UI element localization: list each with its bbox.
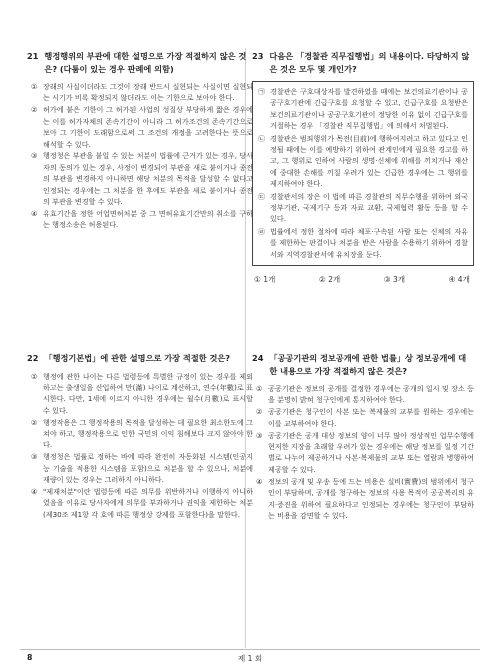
choice-marker: ④ (31, 208, 38, 218)
choice-3[interactable] (31, 150, 253, 207)
question-stem (27, 352, 253, 365)
answer-1[interactable]: ① 1개 (254, 275, 276, 285)
choice-3[interactable] (31, 451, 253, 485)
choice-marker: ① (31, 82, 38, 91)
question-stem (27, 50, 253, 75)
choice-marker: ③ (256, 430, 263, 440)
choice-2[interactable] (31, 104, 253, 150)
choice-text: 공공기관은 정보의 공개를 결정한 경우에는 공개의 일시 및 장소 등을 분명히 밝혀 청구인에게 통지하여야 한다. (268, 384, 474, 405)
answer-2[interactable]: ② 2개 (318, 275, 341, 285)
choice-marker: ④ (256, 476, 263, 486)
choice-marker: ③ (31, 151, 38, 161)
choice-marker: ② (31, 105, 38, 115)
statement-marker: ㉠ (258, 87, 266, 96)
footer-rule (20, 649, 480, 650)
statement-text: 경찰관은 범죄행위가 목전(目前)에 행하여지려고 하고 있다고 인정될 때에는 이를 예방하기 위하여 관계인에게 필요한 경고를 하고, 그 행위로 인하여 사람의 생명·신체에 위해를 끼치거나 재산에 중대한 손해를 끼칠 우려가 있는 긴급한 경우에는 그 행위를 제지하여야 한다. (270, 133, 468, 189)
statement-a (258, 86, 468, 132)
choice-text: 행정청은 부관을 붙일 수 있는 처분이 법률에 근거가 있는 경우, 당사자의 동의가 있는 경우, 사정이 변경되어 부관을 새로 붙이거나 종전의 부관을 변경하지 아니하면 해당 처분의 목적을 달성할 수 없다고 인정되는 경우에는 그 처분을 한 후에도 부관을 새로 붙이거나 종전의 부관을 변경할 수 있다. (43, 151, 253, 207)
choice-4[interactable] (31, 486, 253, 520)
question-21 (27, 50, 253, 231)
choice-4[interactable] (256, 476, 474, 522)
question-text: 「공공기관의 정보공개에 관한 법률」상 정보공개에 대한 내용으로 가장 적절하지 않은 것은? (269, 353, 467, 376)
exam-round-label: 제 1 회 (237, 654, 263, 663)
choice-marker: ① (256, 384, 263, 393)
choice-marker: ③ (31, 452, 38, 462)
choice-text: 정보의 공개 및 우송 등에 드는 비용은 실비(實費)의 범위에서 청구인이 부담하며, 공개를 청구하는 정보의 사용 목적이 공공복리의 유지·증진을 위하여 필요하다고 인정되는 경우에는 청구인이 부담하는 비용을 감면할 수 있다. (268, 476, 474, 520)
choice-list (27, 81, 253, 231)
choice-2[interactable] (31, 417, 253, 451)
question-22 (27, 352, 253, 521)
question-number: 24 (252, 353, 264, 363)
question-stem (252, 352, 474, 377)
answer-3[interactable]: ③ 3개 (383, 275, 406, 285)
statement-text: 경찰관서의 장은 이 법에 따른 경찰관의 직무수행을 위하여 외국 정부기관, 국제기구 등과 자료 교환, 국제협력 활동 등을 할 수 있다. (270, 191, 468, 224)
answer-4[interactable]: ④ 4개 (448, 275, 470, 285)
choice-text: 행정작용은 그 행정작용의 목적을 달성하는 데 필요한 최소한도에 그쳐야 하고, 행정작용으로 인한 국민의 이익 침해보다 크지 않아야 한다. (43, 417, 253, 450)
choice-3[interactable] (256, 430, 474, 476)
statement-marker: ㉢ (258, 191, 266, 201)
question-number: 22 (27, 353, 39, 363)
question-number: 21 (27, 51, 39, 61)
question-text: 행정행위의 부관에 대한 설명으로 가장 적절하지 않은 것은? (다툼이 있는 경우 판례에 의함) (44, 51, 247, 74)
statement-d (258, 226, 468, 260)
choice-2[interactable] (256, 406, 474, 429)
question-24 (252, 352, 474, 522)
statement-marker: ㉡ (258, 133, 266, 143)
choice-1[interactable] (31, 81, 253, 104)
choice-1[interactable] (31, 371, 253, 417)
answer-options (252, 274, 474, 285)
question-stem (252, 50, 474, 75)
question-23 (252, 50, 474, 285)
choice-list (27, 371, 253, 521)
choice-text: 행정청은 법률로 정하는 바에 따라 완전히 자동화된 시스템(인공지능 기술을 적용한 시스템을 포함)으로 처분을 할 수 있으나, 처분에 재량이 있는 경우는 그러하지 아니하다. (43, 452, 253, 485)
choice-text: 공공기관은 공개 대상 정보의 양이 너무 많아 정상적인 업무수행에 현저한 지장을 초래할 우려가 있는 경우에는 해당 정보를 일정 기간별로 나누어 제공하거나 사본·복제물의 교부 또는 열람과 병행하여 제공할 수 있다. (268, 430, 474, 474)
choice-marker: ② (31, 417, 38, 427)
choice-list (252, 383, 474, 521)
choice-text: 유효기간을 정한 어업면허처분 중 그 면허유효기간만의 취소를 구하는 행정소송은 허용된다. (43, 208, 253, 230)
choice-text: 장래의 사실이더라도 그것이 장래 반드시 실현되는 사실이면 실현되는 시기가 비록 확정되지 않더라도 이는 기한으로 보아야 한다. (43, 82, 253, 103)
choice-text: "제재처분"이란 법령등에 따른 의무를 위반하거나 이행하지 아니하였음을 이유로 당사자에게 의무를 부과하거나 권익을 제한하는 처분(제30조 제1항 각 호에 따른 행정상 강제를 포함한다)을 말한다. (43, 487, 253, 519)
choice-text: 허가에 붙은 기한이 그 허가된 사업의 성질상 부당하게 짧은 경우에는 이를 허가자체의 존속기간이 아니라 그 허가조건의 존속기간으로 보아 그 기한이 도래함으로써 그 조건의 개정을 고려한다는 뜻으로 해석할 수 있다. (43, 105, 253, 149)
choice-4[interactable] (31, 208, 253, 231)
statement-text: 경찰관은 구호대상자를 발견하였을 때에는 보건의료기관이나 공공구호기관에 긴급구호를 요청할 수 있고, 긴급구호를 요청받은 보건의료기관이나 공공구호기관이 정당한 이유 없이 긴급구호를 거절하는 경우 「경찰관 직무집행법」에 의해서 처벌된다. (270, 87, 468, 131)
statement-c (258, 191, 468, 225)
choice-text: 행정에 관한 나이는 다른 법령등에 특별한 규정이 있는 경우를 제외하고는 출생일을 산입하여 만(滿) 나이로 계산하고, 연수(年數)로 표시한다. 다만, 1세에 이르지 아니한 경우에는 월수(月數)로 표시할 수 있다. (43, 371, 253, 415)
question-number: 23 (252, 51, 264, 61)
question-text: 다음은 「경찰관 직무집행법」의 내용이다. 타당하지 않은 것은 모두 몇 개인가? (269, 51, 470, 74)
choice-1[interactable] (256, 383, 474, 406)
page-number: 8 (27, 653, 33, 662)
statement-marker: ㉣ (258, 226, 266, 236)
question-text: 「행정기본법」에 관한 설명으로 가장 적절한 것은? (44, 353, 231, 363)
statement-box (252, 81, 474, 266)
choice-marker: ② (256, 407, 263, 417)
statement-b (258, 133, 468, 190)
choice-text: 공공기관은 청구인이 사본 또는 복제물의 교부를 원하는 경우에는 이를 교부하여야 한다. (268, 407, 474, 428)
choice-marker: ① (31, 371, 38, 381)
choice-marker: ④ (31, 487, 38, 497)
statement-text: 법률에서 정한 절차에 따라 체포·구속된 사람 또는 신체의 자유를 제한하는 판결이나 처분을 받은 사람을 수용하기 위하여 경찰서와 지역경찰관서에 유치장을 둔다. (270, 226, 468, 259)
